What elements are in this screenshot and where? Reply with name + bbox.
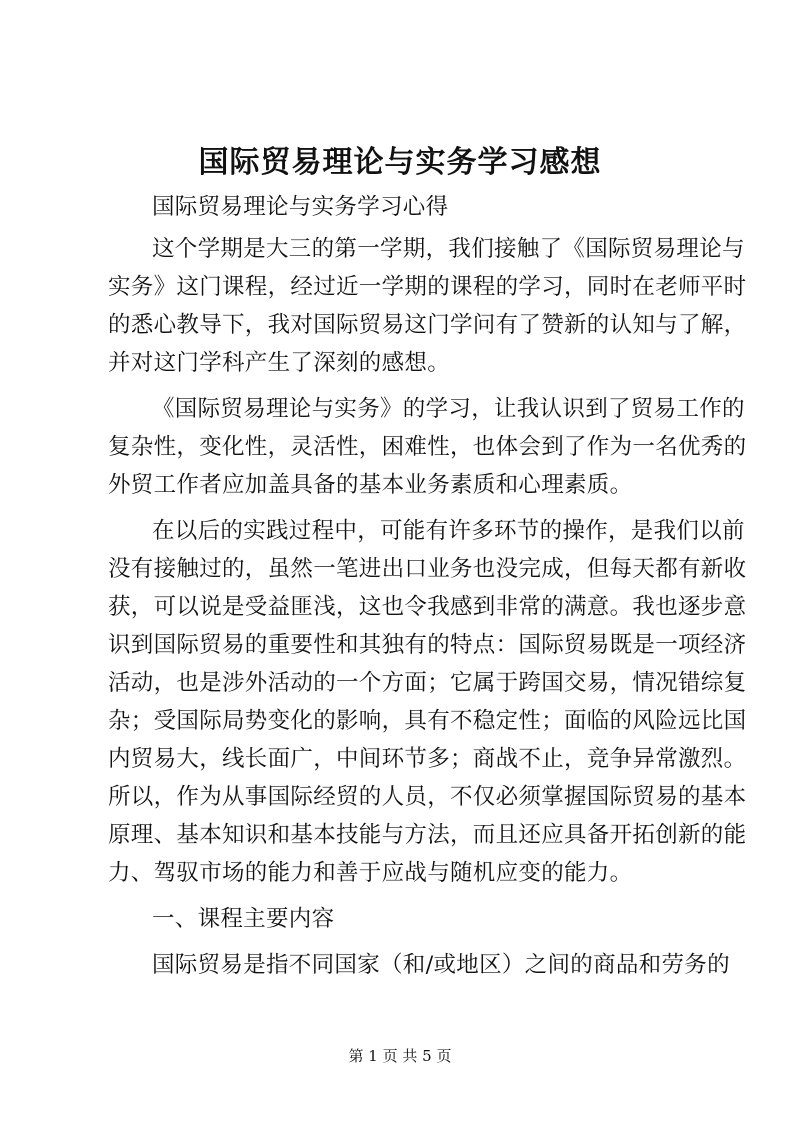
paragraph-line: 力、驾驭市场的能力和善于应战与随机应变的能力。 bbox=[108, 860, 633, 886]
section-heading: 一、课程主要内容 bbox=[152, 906, 335, 932]
page-footer: 第 1 页 共 5 页 bbox=[348, 1047, 452, 1065]
paragraph-line: 原理、基本知识和基本技能与方法，而且还应具备开拓创新的能 bbox=[108, 822, 747, 848]
subtitle-line: 国际贸易理论与实务学习心得 bbox=[152, 194, 449, 220]
paragraph-line: 实务》这门课程，经过近一学期的课程的学习，同时在老师平时 bbox=[108, 274, 747, 300]
paragraph-line: 杂；受国际局势变化的影响，具有不稳定性；面临的风险远比国 bbox=[108, 708, 747, 734]
paragraph-line: 的悉心教导下，我对国际贸易这门学问有了赞新的认知与了解， bbox=[108, 312, 747, 338]
paragraph-line: 活动，也是涉外活动的一个方面；它属于跨国交易，情况错综复 bbox=[108, 670, 747, 696]
document-title: 国际贸易理论与实务学习感想 bbox=[198, 145, 602, 180]
paragraph-line: 在以后的实践过程中，可能有许多环节的操作，是我们以前 bbox=[152, 518, 745, 544]
paragraph-line: 所以，作为从事国际经贸的人员，不仅必须掌握国际贸易的基本 bbox=[108, 784, 747, 810]
paragraph-line: 《国际贸易理论与实务》的学习，让我认识到了贸易工作的 bbox=[152, 396, 745, 422]
paragraph-line: 内贸易大，线长面广，中间环节多；商战不止，竞争异常激烈。 bbox=[108, 746, 747, 772]
paragraph-line: 国际贸易是指不同国家（和/或地区）之间的商品和劳务的 bbox=[152, 952, 730, 978]
paragraph-line: 这个学期是大三的第一学期，我们接触了《国际贸易理论与 bbox=[152, 236, 745, 262]
paragraph-line: 识到国际贸易的重要性和其独有的特点：国际贸易既是一项经济 bbox=[108, 632, 747, 658]
paragraph-line: 没有接触过的，虽然一笔进出口业务也没完成，但每天都有新收 bbox=[108, 556, 747, 582]
paragraph-line: 复杂性，变化性，灵活性，困难性，也体会到了作为一名优秀的 bbox=[108, 434, 747, 460]
paragraph-line: 获，可以说是受益匪浅，这也令我感到非常的满意。我也逐步意 bbox=[108, 594, 747, 620]
paragraph-line: 并对这门学科产生了深刻的感想。 bbox=[108, 350, 451, 376]
paragraph-line: 外贸工作者应加盖具备的基本业务素质和心理素质。 bbox=[108, 472, 633, 498]
